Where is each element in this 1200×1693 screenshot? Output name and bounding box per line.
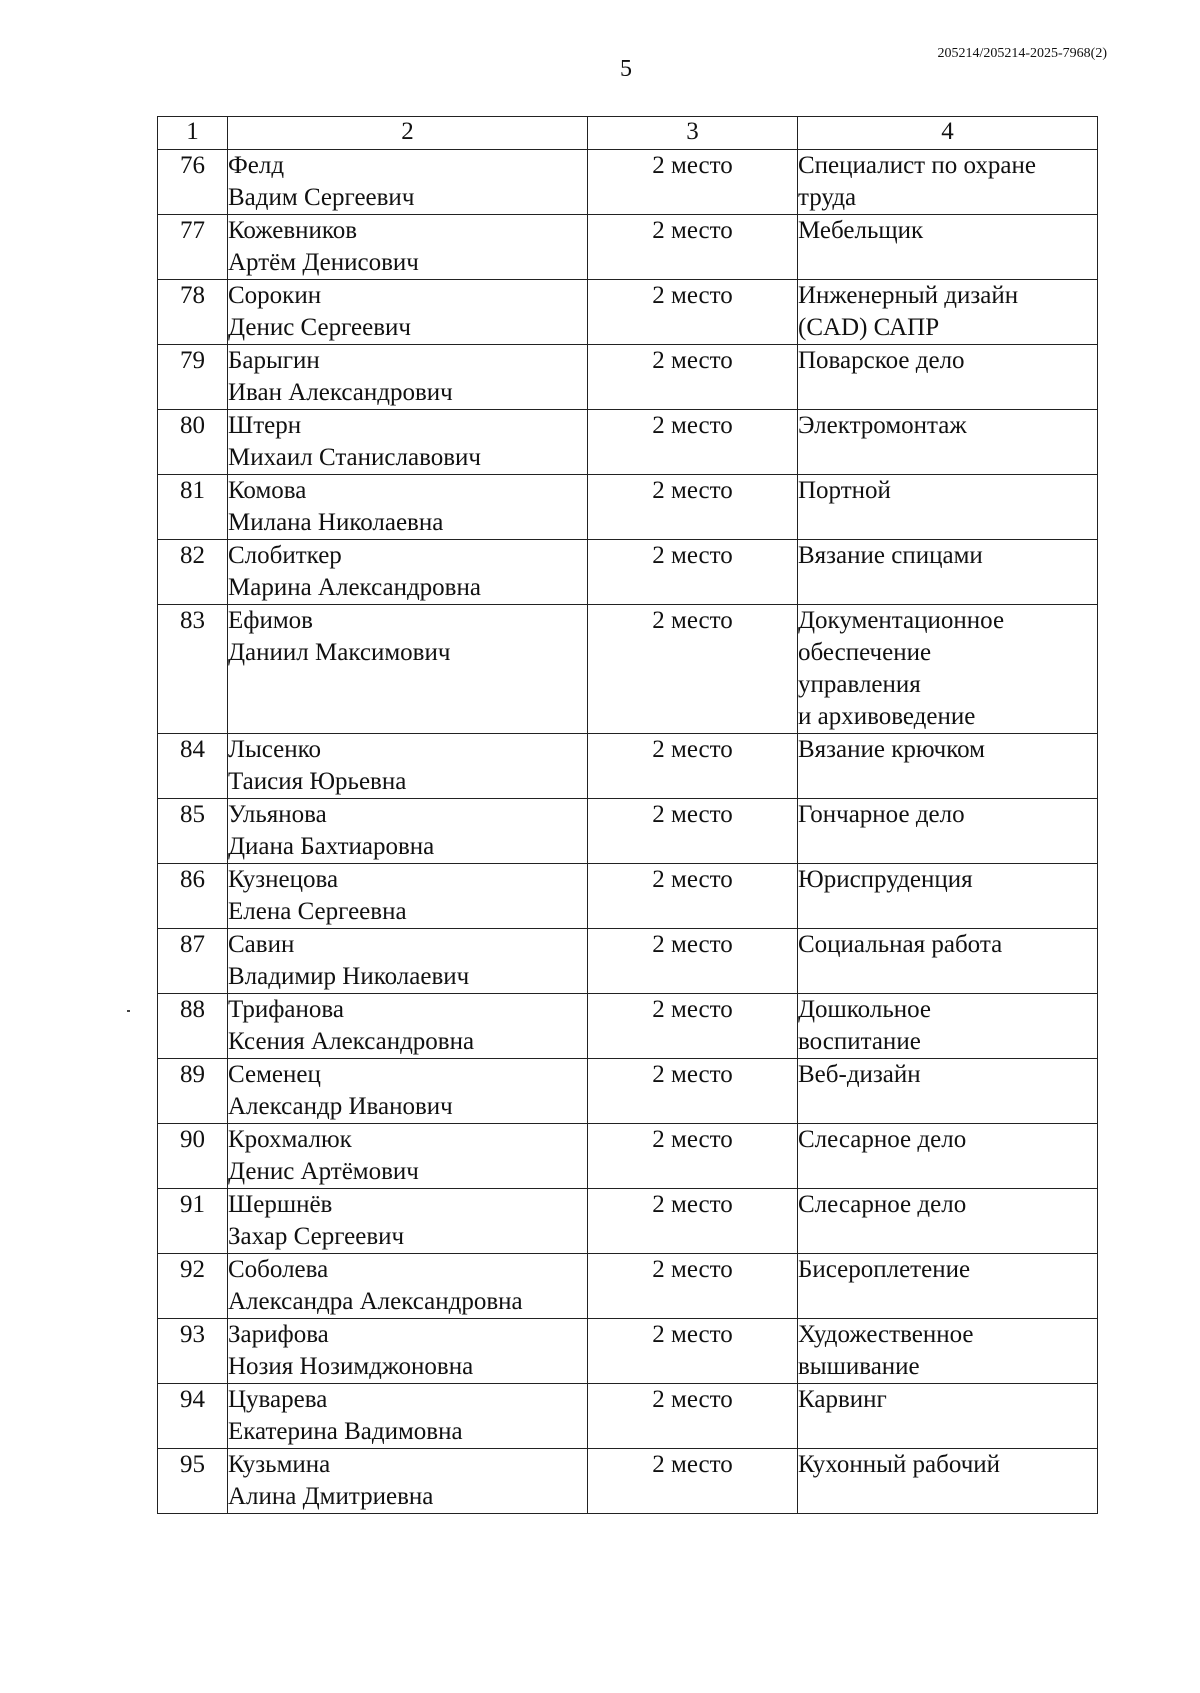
participant-name-cell — [228, 1449, 588, 1514]
participant-given-names: Даниил Максимович — [228, 639, 451, 666]
competency-line: Карвинг — [798, 1386, 887, 1413]
participant-name-cell — [228, 1059, 588, 1124]
competency-line: Юриспруденция — [798, 866, 973, 893]
participant-given-names: Милана Николаевна — [228, 509, 444, 536]
competency-line: Вязание спицами — [798, 542, 983, 569]
participant-surname: Крохмалюк — [228, 1126, 352, 1153]
row-number: 91 — [158, 1189, 228, 1254]
participant-given-names: Вадим Сергеевич — [228, 184, 415, 211]
column-header-4: 4 — [798, 117, 1098, 150]
place-value: 2 место — [588, 1254, 798, 1319]
place-value: 2 место — [588, 605, 798, 734]
header-row — [158, 117, 1098, 150]
competency-line: Слесарное дело — [798, 1126, 967, 1153]
place-value: 2 место — [588, 929, 798, 994]
participant-name-cell — [228, 475, 588, 540]
competency-line: (CAD) САПР — [798, 314, 940, 341]
place-value: 2 место — [588, 410, 798, 475]
competency-cell — [798, 994, 1098, 1059]
competency-line: Дошкольное — [798, 996, 932, 1023]
row-number: 92 — [158, 1254, 228, 1319]
competency-cell — [798, 410, 1098, 475]
competency-cell — [798, 1059, 1098, 1124]
row-number: 78 — [158, 280, 228, 345]
row-number: 88 — [158, 994, 228, 1059]
table-row — [158, 540, 1098, 605]
participant-name-cell — [228, 1384, 588, 1449]
place-value: 2 место — [588, 215, 798, 280]
participant-given-names: Александр Иванович — [228, 1093, 453, 1120]
row-number: 86 — [158, 864, 228, 929]
participant-given-names: Денис Сергеевич — [228, 314, 412, 341]
place-value: 2 место — [588, 1449, 798, 1514]
table-row — [158, 1319, 1098, 1384]
competency-line: труда — [798, 184, 857, 211]
competency-line: Социальная работа — [798, 931, 1003, 958]
participant-name-cell — [228, 734, 588, 799]
participant-name-cell — [228, 799, 588, 864]
row-number: 80 — [158, 410, 228, 475]
participant-name-cell — [228, 605, 588, 734]
participant-name-cell — [228, 215, 588, 280]
row-number: 85 — [158, 799, 228, 864]
table-row — [158, 929, 1098, 994]
table-row — [158, 215, 1098, 280]
table-row — [158, 410, 1098, 475]
participant-surname: Сорокин — [228, 282, 322, 309]
participant-surname: Семенец — [228, 1061, 321, 1088]
competency-line: Вязание крючком — [798, 736, 985, 763]
document-id: 205214/205214-2025-7968(2) — [937, 46, 1107, 61]
place-value: 2 место — [588, 1384, 798, 1449]
table-row — [158, 605, 1098, 734]
participant-surname: Цуварева — [228, 1386, 328, 1413]
row-number: 93 — [158, 1319, 228, 1384]
participant-given-names: Елена Сергеевна — [228, 898, 407, 925]
table-row — [158, 1189, 1098, 1254]
column-header-2: 2 — [228, 117, 588, 150]
participant-name-cell — [228, 1319, 588, 1384]
participant-given-names: Ксения Александровна — [228, 1028, 475, 1055]
competency-cell — [798, 150, 1098, 215]
competency-cell — [798, 1384, 1098, 1449]
competency-line: Художественное — [798, 1321, 974, 1348]
participant-surname: Кожевников — [228, 217, 358, 244]
participant-given-names: Михаил Станиславович — [228, 444, 481, 471]
table-row — [158, 994, 1098, 1059]
row-number: 83 — [158, 605, 228, 734]
competency-line: Электромонтаж — [798, 412, 967, 439]
competency-cell — [798, 540, 1098, 605]
competency-cell — [798, 734, 1098, 799]
table-row — [158, 1449, 1098, 1514]
row-number: 82 — [158, 540, 228, 605]
competency-cell — [798, 1189, 1098, 1254]
table-row — [158, 1384, 1098, 1449]
row-number: 84 — [158, 734, 228, 799]
table-row — [158, 150, 1098, 215]
table-row — [158, 799, 1098, 864]
competency-cell — [798, 1449, 1098, 1514]
participant-surname: Ефимов — [228, 607, 313, 634]
participant-surname: Шершнёв — [228, 1191, 333, 1218]
row-number: 79 — [158, 345, 228, 410]
place-value: 2 место — [588, 150, 798, 215]
table-row — [158, 345, 1098, 410]
participant-given-names: Алина Дмитриевна — [228, 1483, 434, 1510]
competency-cell — [798, 929, 1098, 994]
participant-name-cell — [228, 929, 588, 994]
place-value: 2 место — [588, 994, 798, 1059]
row-number: 76 — [158, 150, 228, 215]
participant-given-names: Денис Артёмович — [228, 1158, 419, 1185]
competency-line: управления — [798, 671, 921, 698]
competency-line: Документационное — [798, 607, 1005, 634]
table-row — [158, 1254, 1098, 1319]
column-header-3: 3 — [588, 117, 798, 150]
participant-surname: Ульянова — [228, 801, 327, 828]
competency-line: вышивание — [798, 1353, 920, 1380]
competency-line: Бисероплетение — [798, 1256, 971, 1283]
competency-line: Кухонный рабочий — [798, 1451, 1001, 1478]
place-value: 2 место — [588, 1189, 798, 1254]
participant-name-cell — [228, 1254, 588, 1319]
scan-speck — [127, 1010, 130, 1012]
place-value: 2 место — [588, 475, 798, 540]
competency-line: Специалист по охране — [798, 152, 1036, 179]
participant-surname: Соболева — [228, 1256, 329, 1283]
competency-line: обеспечение — [798, 639, 932, 666]
participant-surname: Барыгин — [228, 347, 320, 374]
competency-line: и архивоведение — [798, 703, 976, 730]
participant-surname: Савин — [228, 931, 295, 958]
results-table — [157, 116, 1098, 1514]
table-row — [158, 280, 1098, 345]
participant-given-names: Марина Александровна — [228, 574, 481, 601]
place-value: 2 место — [588, 540, 798, 605]
participant-surname: Зарифова — [228, 1321, 329, 1348]
competency-line: Мебельщик — [798, 217, 924, 244]
participant-given-names: Владимир Николаевич — [228, 963, 470, 990]
competency-cell — [798, 215, 1098, 280]
table-row — [158, 1059, 1098, 1124]
table-body — [158, 150, 1098, 1514]
row-number: 89 — [158, 1059, 228, 1124]
participant-name-cell — [228, 150, 588, 215]
competency-cell — [798, 280, 1098, 345]
competency-cell — [798, 1254, 1098, 1319]
place-value: 2 место — [588, 864, 798, 929]
competency-line: Портной — [798, 477, 891, 504]
place-value: 2 место — [588, 1319, 798, 1384]
competency-cell — [798, 475, 1098, 540]
row-number: 87 — [158, 929, 228, 994]
participant-surname: Кузнецова — [228, 866, 339, 893]
table-row — [158, 864, 1098, 929]
competency-cell — [798, 345, 1098, 410]
participant-name-cell — [228, 345, 588, 410]
column-header-1: 1 — [158, 117, 228, 150]
participant-surname: Слобиткер — [228, 542, 342, 569]
participant-given-names: Александра Александровна — [228, 1288, 523, 1315]
participant-given-names: Артём Денисович — [228, 249, 419, 276]
table-row — [158, 734, 1098, 799]
participant-surname: Трифанова — [228, 996, 344, 1023]
competency-cell — [798, 799, 1098, 864]
participant-surname: Штерн — [228, 412, 302, 439]
participant-name-cell — [228, 864, 588, 929]
participant-name-cell — [228, 540, 588, 605]
participant-given-names: Захар Сергеевич — [228, 1223, 405, 1250]
participant-given-names: Диана Бахтиаровна — [228, 833, 435, 860]
participant-given-names: Нозия Нозимджоновна — [228, 1353, 474, 1380]
competency-cell — [798, 605, 1098, 734]
place-value: 2 место — [588, 799, 798, 864]
row-number: 95 — [158, 1449, 228, 1514]
participant-name-cell — [228, 1189, 588, 1254]
participant-surname: Кузьмина — [228, 1451, 331, 1478]
table-row — [158, 1124, 1098, 1189]
participant-name-cell — [228, 410, 588, 475]
row-number: 77 — [158, 215, 228, 280]
participant-given-names: Екатерина Вадимовна — [228, 1418, 463, 1445]
place-value: 2 место — [588, 734, 798, 799]
table-row — [158, 475, 1098, 540]
competency-line: воспитание — [798, 1028, 921, 1055]
participant-name-cell — [228, 280, 588, 345]
place-value: 2 место — [588, 280, 798, 345]
competency-line: Поварское дело — [798, 347, 965, 374]
page-number: 5 — [620, 56, 632, 82]
row-number: 94 — [158, 1384, 228, 1449]
competency-line: Гончарное дело — [798, 801, 965, 828]
competency-cell — [798, 1124, 1098, 1189]
participant-name-cell — [228, 994, 588, 1059]
table-header — [158, 117, 1098, 150]
row-number: 81 — [158, 475, 228, 540]
competency-line: Веб-дизайн — [798, 1061, 921, 1088]
place-value: 2 место — [588, 1059, 798, 1124]
participant-given-names: Таисия Юрьевна — [228, 768, 407, 795]
place-value: 2 место — [588, 1124, 798, 1189]
participant-surname: Комова — [228, 477, 307, 504]
row-number: 90 — [158, 1124, 228, 1189]
competency-line: Слесарное дело — [798, 1191, 967, 1218]
participant-surname: Фелд — [228, 152, 285, 179]
place-value: 2 место — [588, 345, 798, 410]
participant-given-names: Иван Александрович — [228, 379, 453, 406]
participant-surname: Лысенко — [228, 736, 322, 763]
competency-line: Инженерный дизайн — [798, 282, 1019, 309]
competency-cell — [798, 864, 1098, 929]
participant-name-cell — [228, 1124, 588, 1189]
competency-cell — [798, 1319, 1098, 1384]
